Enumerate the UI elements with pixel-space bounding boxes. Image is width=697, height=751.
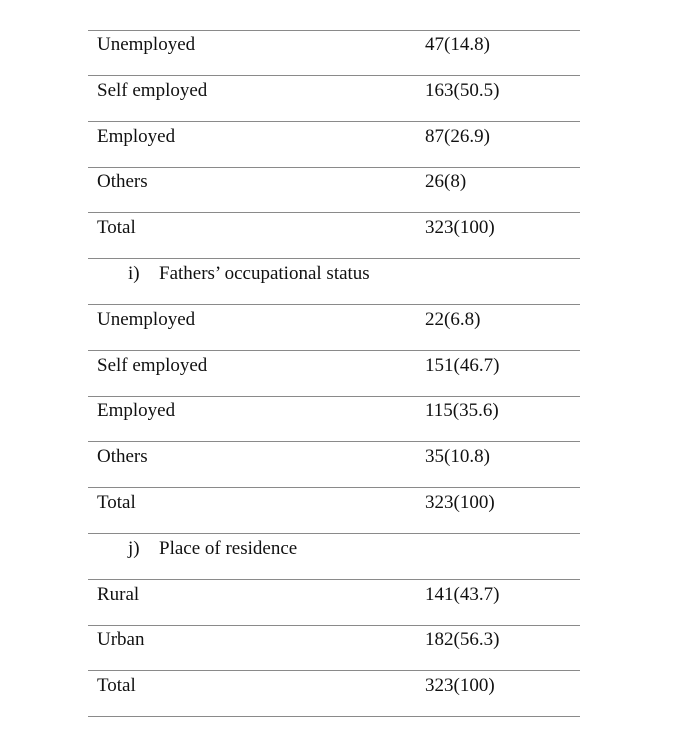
row-value: 151(46.7) xyxy=(425,354,500,376)
row-value: 26(8) xyxy=(425,171,467,193)
row-value: 87(26.9) xyxy=(425,125,490,147)
table-row xyxy=(88,352,580,397)
row-value: 323(100) xyxy=(425,217,495,239)
section-title: Place of residence xyxy=(159,537,298,559)
row-label: Self employed xyxy=(97,354,208,376)
section-marker: j) xyxy=(128,537,140,559)
section-marker: i) xyxy=(128,262,140,284)
section-heading-place-of-residence xyxy=(88,535,580,580)
table-row xyxy=(88,123,580,168)
row-label: Rural xyxy=(97,583,140,605)
row-value: 22(6.8) xyxy=(425,308,481,330)
row-label: Unemployed xyxy=(97,308,196,330)
table-row xyxy=(88,77,580,122)
row-value: 182(56.3) xyxy=(425,629,500,651)
section-title: Fathers’ occupational status xyxy=(159,262,370,284)
table-row xyxy=(88,626,580,671)
row-label: Unemployed xyxy=(97,34,196,55)
row-label: Others xyxy=(97,171,148,193)
row-label: Employed xyxy=(97,125,176,147)
row-label: Total xyxy=(97,675,136,697)
row-label: Others xyxy=(97,446,148,468)
data-table xyxy=(88,30,580,718)
table-row xyxy=(88,306,580,351)
row-value: 141(43.7) xyxy=(425,583,500,605)
row-label: Self employed xyxy=(97,79,208,101)
table-row xyxy=(88,397,580,442)
row-value: 47(14.8) xyxy=(425,34,490,55)
table-row-total xyxy=(88,489,580,534)
table-row-total xyxy=(88,672,580,717)
row-label: Total xyxy=(97,491,136,513)
table-row-total xyxy=(88,214,580,259)
row-value: 35(10.8) xyxy=(425,446,490,468)
row-label: Total xyxy=(97,217,136,239)
row-value: 163(50.5) xyxy=(425,79,500,101)
row-label: Urban xyxy=(97,629,145,651)
section-heading-fathers-occupation xyxy=(88,260,580,305)
table-row xyxy=(88,168,580,213)
row-label: Employed xyxy=(97,400,176,422)
table-row xyxy=(88,31,580,76)
table-row xyxy=(88,581,580,626)
row-value: 323(100) xyxy=(425,675,495,697)
table-row xyxy=(88,443,580,488)
row-value: 323(100) xyxy=(425,491,495,513)
row-value: 115(35.6) xyxy=(425,400,499,422)
